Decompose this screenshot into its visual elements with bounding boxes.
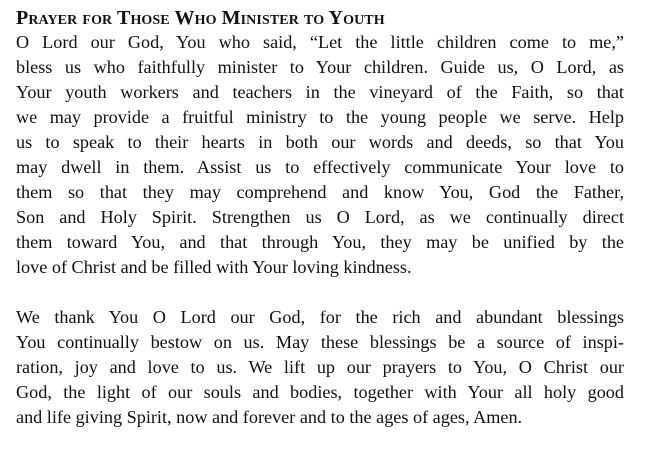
- text-line: love of Christ and be filled with Your loving kindness.: [16, 257, 412, 277]
- prayer-paragraph-2: [16, 305, 624, 430]
- text-line: may dwell in them. Assist us to effectively communicate Your love to: [16, 157, 624, 177]
- prayer-title: Prayer for Those Who Minister to Youth: [16, 7, 385, 29]
- text-line: bless us who faithfully minister to Your children. Guide us, O Lord, as: [16, 57, 624, 77]
- text-line: us to speak to their hearts in both our words and deeds, so that You: [16, 132, 624, 152]
- text-line: Son and Holy Spirit. Strengthen us O Lord, as we continually direct: [16, 207, 624, 227]
- text-line: We thank You O Lord our God, for the rich and abundant blessings: [16, 307, 624, 327]
- text-line: and life giving Spirit, now and forever and to the ages of ages, Amen.: [16, 407, 523, 427]
- text-line: them toward You, and that through You, they may be unified by the: [16, 232, 624, 252]
- text-line: You continually bestow on us. May these blessings be a source of inspi-: [16, 332, 624, 352]
- prayer-paragraph-1: [16, 30, 624, 280]
- text-line: them so that they may comprehend and know You, God the Father,: [16, 182, 624, 202]
- prayer-document: [16, 6, 624, 430]
- text-line: O Lord our God, You who said, “Let the little children come to me,”: [16, 32, 624, 52]
- text-line: ration, joy and love to us. We lift up our prayers to You, O Christ our: [16, 357, 624, 377]
- text-line: we may provide a fruitful ministry to the young people we serve. Help: [16, 107, 624, 127]
- text-line: God, the light of our souls and bodies, together with Your all holy good: [16, 382, 624, 402]
- text-line: Your youth workers and teachers in the vineyard of the Faith, so that: [16, 82, 624, 102]
